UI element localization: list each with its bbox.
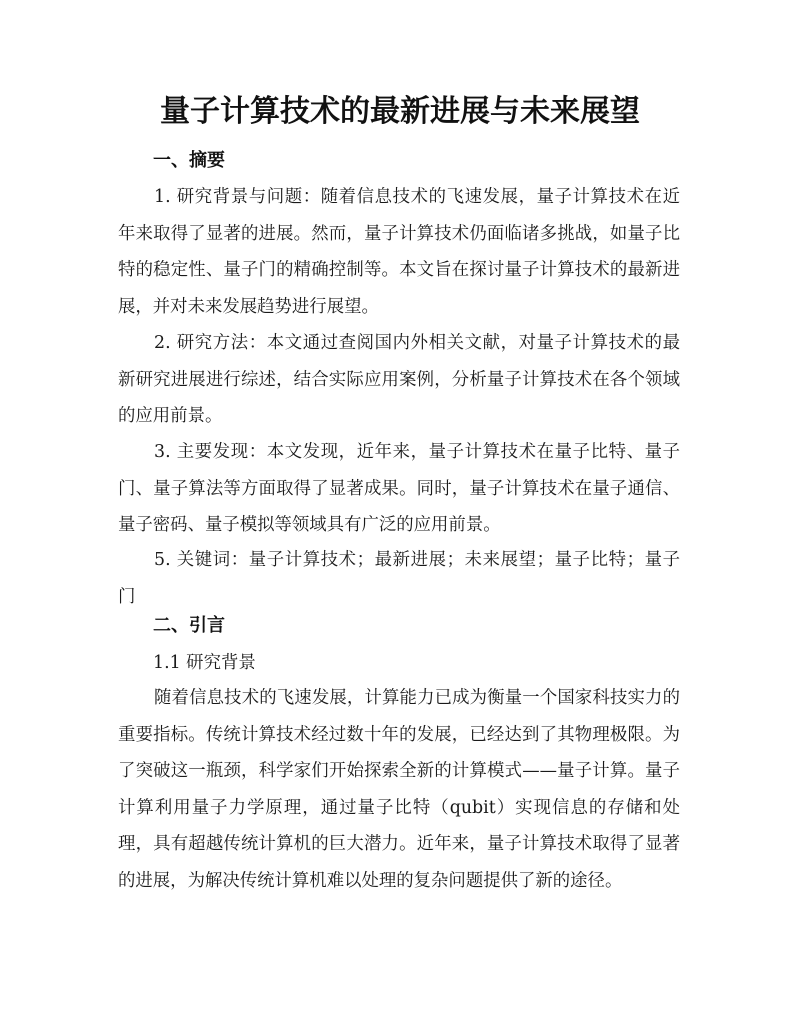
abstract-item-method: 2. 研究方法：本文通过查阅国内外相关文献，对量子计算技术的最新研究进展进行综述，结合实际应用案例，分析量子计算技术在各个领域的应用前景。 <box>118 333 680 427</box>
document-title: 量子计算技术的最新进展与未来展望 <box>160 94 640 129</box>
abstract-item-background: 1. 研究背景与问题：随着信息技术的飞速发展，量子计算技术在近年来取得了显著的进展。然而，量子计算技术仍面临诸多挑战，如量子比特的稳定性、量子门的精确控制等。本文旨在探讨量子计算技术的最新进展，并对未来发展趋势进行展望。 <box>118 187 680 317</box>
section-heading-abstract: 一、摘要 <box>153 150 225 171</box>
section-heading-introduction: 二、引言 <box>153 615 225 636</box>
abstract-item-findings: 3. 主要发现：本文发现，近年来，量子计算技术在量子比特、量子门、量子算法等方面取得了显著成果。同时，量子计算技术在量子通信、量子密码、量子模拟等领域具有广泛的应用前景。 <box>118 442 680 536</box>
abstract-item-keywords: 5. 关键词：量子计算技术；最新进展；未来展望；量子比特；量子门 <box>118 550 680 607</box>
introduction-paragraph: 随着信息技术的飞速发展，计算能力已成为衡量一个国家科技实力的重要指标。传统计算技术经过数十年的发展，已经达到了其物理极限。为了突破这一瓶颈，科学家们开始探索全新的计算模式——量子计算。量子计算利用量子力学原理，通过量子比特（qubit）实现信息的存储和处理，具有超越传统计算机的巨大潜力。近年来，量子计算技术取得了显著的进展，为解决传统计算机难以处理的复杂问题提供了新的途径。 <box>118 688 680 891</box>
subsection-heading-background: 1.1 研究背景 <box>153 653 256 673</box>
